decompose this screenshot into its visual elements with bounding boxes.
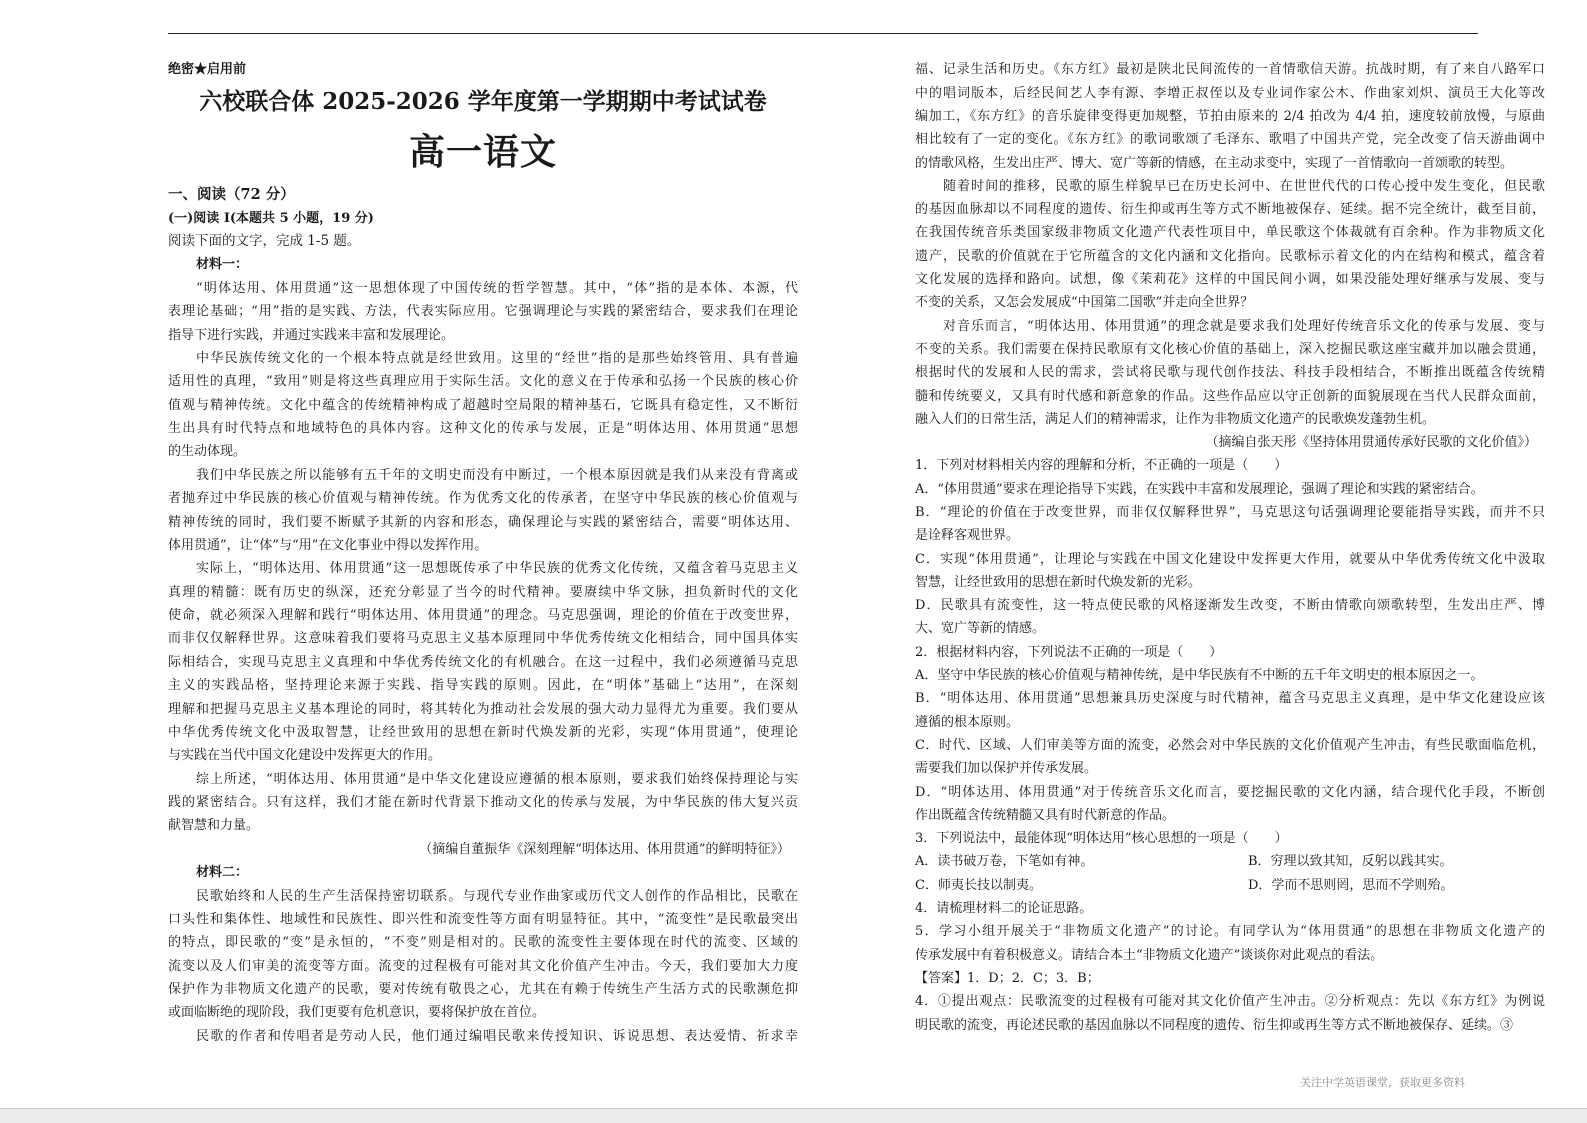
question-2-option-d xyxy=(915,781,1545,828)
material-2-paragraph-1 xyxy=(168,885,798,1025)
paragraph-line: 指导下进行实践，并通过实践来丰富和发展理论。 xyxy=(168,327,455,343)
paragraph-line: 理解和把握马克思主义基本理论的同时，将其转化为推动社会发展的强大动力显得尤为重要。我们要从 xyxy=(168,701,798,717)
subject-title: 高一语文 xyxy=(408,131,557,173)
question-2-option-a xyxy=(915,664,1545,687)
material-1-paragraph-5 xyxy=(168,768,798,838)
paragraph-line: 精神传统的同时，我们要不断赋予其新的内容和形态，确保理论与实践的紧密结合，需要“明体达用、 xyxy=(168,514,798,530)
paragraph-line: 不变的关系，又怎会发展成“中国第二国歌”并走向全世界？ xyxy=(915,295,1254,311)
paragraph-line: 者抛弃过中华民族的核心价值观与精神传统。作为优秀文化的传承者，在坚守中华民族的核心价值观与 xyxy=(168,491,798,507)
question-2-option-b xyxy=(915,687,1545,734)
question-line: 传承发展中有着积极意义。请结合本土“非物质文化遗产”谈谈你对此观点的看法。 xyxy=(915,947,1384,963)
paragraph-line: 口头性和集体性、地域性和民族性、即兴性和流变性等方面有明显特征。其中，“流变性”是民歌最突出 xyxy=(168,911,798,927)
paragraph-line: 真理的精髓：既有历史的纵深，还充分彰显了当今的时代精神。要赓续中华文脉，担负新时代的文化 xyxy=(168,584,798,600)
material-2-source: （摘编自张天彤《坚持体用贯通传承好民歌的文化价值》） xyxy=(1205,435,1537,451)
answer-question-4 xyxy=(915,990,1545,1037)
question-4-stem: 4．请梳理材料二的论证思路。 xyxy=(915,901,1093,917)
option-line: 作出既蕴含传统精髓又具有时代新意的作品。 xyxy=(915,807,1176,823)
paragraph-line: 而非仅仅解释世界。这意味着我们要将马克思主义基本原理同中华优秀传统文化相结合，同中国具体实 xyxy=(168,631,798,647)
option-line: C．实现“体用贯通”，让理论与实践在中国文化建设中发挥更大作用，就要从中华优秀传统文化中汲取 xyxy=(915,551,1545,567)
subsection-heading: (一)阅读 I(本题共 5 小题，19 分) xyxy=(168,210,374,226)
question-3-option-a: A．读书破万卷，下笔如有神。 xyxy=(915,854,1094,870)
right-column xyxy=(915,58,1545,1036)
confidentiality-label: 绝密★启用前 xyxy=(168,62,247,77)
answer-line: 明民歌的流变，再论述民歌的基因血脉以不同程度的遗传、衍生抑或再生等方式不断地被保存、延续。③ xyxy=(915,1017,1514,1033)
paragraph-line: 主义的实践品格，坚持理论来源于实践、指导实践的原则。因此，在“明体”基础上“达用”，在深刻 xyxy=(168,678,798,694)
question-3-options-row-2 xyxy=(915,874,1545,897)
left-text-flow xyxy=(168,183,798,1048)
paragraph-line: 中华优秀传统文化中汲取智慧，让经世致用的思想在新时代焕发新的光彩，实现“体用贯通”，使理论 xyxy=(168,724,798,740)
footer-note: 关注中学英语课堂，获取更多资料 xyxy=(1300,1076,1465,1089)
paragraph-line: 生出具有时代特点和地域特色的具体内容。这种文化的传承与发展，正是“明体达用、体用贯通”思想 xyxy=(168,421,798,437)
question-3-options-row-1 xyxy=(915,850,1545,873)
option-line: 大、宽广等新的情感。 xyxy=(915,621,1046,637)
paragraph-line: 髓和传统要义，又具有时代感和新意象的作品。这些作品应以守正创新的面貌展现在当代人民群众面前， xyxy=(915,388,1545,404)
option-line: B．“明体达用、体用贯通”思想兼具历史深度与时代精神，蕴含马克思主义真理，是中华文化建设应该 xyxy=(915,691,1545,707)
paragraph-line: 与实践在当代中国文化建设中发挥更大的作用。 xyxy=(168,748,442,764)
material-2-paragraph-2-continued xyxy=(915,58,1545,174)
question-1-option-b xyxy=(915,501,1545,548)
question-1 xyxy=(915,454,1545,640)
answer-line: 4．①提出观点：民歌流变的过程极有可能对其文化价值产生冲击。②分析观点：先以《东方红》为例说 xyxy=(915,994,1545,1010)
question-1-stem: 1．下列对材料相关内容的理解和分析，不正确的一项是（ ） xyxy=(915,458,1288,474)
paragraph-line: 相比较有了一定的变化。《东方红》的歌词歌颂了毛泽东、歌唱了中国共产党，完全改变了信天游曲调中 xyxy=(915,132,1545,148)
paragraph-line: 根据时代的发展和人民的需求，尝试将民歌与现代创作技法、科技手段相结合，不断推出既蕴含传统精 xyxy=(915,365,1545,381)
question-3-option-b: B．穷理以致其知，反躬以践其实。 xyxy=(1248,854,1453,870)
paragraph-line: 保护作为非物质文化遗产的民歌，要对传统有敬畏之心，尤其在有赖于传统生产生活方式的民歌濒危抑 xyxy=(168,982,798,998)
paragraph-line: 的特点，即民歌的“变”是永恒的，“不变”则是相对的。民歌的流变性主要体现在时代的流变、区域的 xyxy=(168,935,798,951)
paragraph-line: 我们中华民族之所以能够有五千年的文明史而没有中断过，一个根本原因就是我们从来没有背离或 xyxy=(196,467,798,483)
material-1-paragraph-2 xyxy=(168,347,798,464)
question-line: 5．学习小组开展关于“非物质文化遗产”的讨论。有同学认为“体用贯通”的思想在非物质文化遗产的 xyxy=(915,924,1545,940)
material-2-paragraph-4 xyxy=(915,315,1545,431)
option-line: C．时代、区域、人们审美等方面的流变，必然会对中华民族的文化价值观产生冲击，有些民歌面临危机， xyxy=(915,737,1545,753)
paragraph-line: 的生动体现。 xyxy=(168,444,247,460)
section-heading: 一、阅读（72 分） xyxy=(168,186,295,204)
paragraph-line: 践的紧密结合。只有这样，我们才能在新时代背景下推动文化的传承与发展，为中华民族的伟大复兴贡 xyxy=(168,795,798,811)
exam-title: 六校联合体 2025-2026 学年度第一学期期中考试试卷 xyxy=(199,88,767,115)
material-2-label: 材料二： xyxy=(196,865,249,881)
paragraph-line: 的基因血脉却以不同程度的遗传、衍生抑或再生等方式不断地被保存、延续。据不完全统计，截至目前， xyxy=(915,202,1545,218)
option-line: A．坚守中华民族的核心价值观与精神传统，是中华民族有不中断的五千年文明史的根本原因之一。 xyxy=(915,668,1484,684)
paragraph-line: 编加工，《东方红》的音乐旋律变得更加规整，节拍由原来的 2/4 拍改为 4/4 拍，速度较前放慢，与原曲 xyxy=(915,108,1545,124)
question-2 xyxy=(915,641,1545,827)
question-3-option-c: C．师夷长技以制夷。 xyxy=(915,877,1042,893)
question-3-option-d: D．学而不思则罔，思而不学则殆。 xyxy=(1248,877,1454,893)
material-2-paragraph-2-start xyxy=(168,1025,798,1048)
page-bottom-edge xyxy=(0,1108,1587,1123)
paragraph-line: 的情歌风格，生发出庄严、博大、宽广等新的情感，在主动求变中，实现了一首情歌向一首颂歌的转型。 xyxy=(915,155,1514,171)
answer-summary: 【答案】1．D；2．C；3．B； xyxy=(915,970,1100,986)
paragraph-line: “明体达用、体用贯通”这一思想体现了中国传统的哲学智慧。其中，“体”指的是本体、本源，代 xyxy=(196,280,798,296)
paragraph-line: 遗产，民歌的价值就在于它所蕴含的文化内涵和文化指向。民歌标示着文化的内在结构和模式，蕴含着 xyxy=(915,248,1545,264)
question-1-option-c xyxy=(915,548,1545,595)
paragraph-line: 值观与精神传统。文化中蕴含的传统精神构成了超越时空局限的精神基石，它既具有稳定性，又不断衍 xyxy=(168,397,798,413)
question-2-option-c xyxy=(915,734,1545,781)
paragraph-line: 表理论基础；“用”指的是实践、方法，代表实际应用。它强调理论与实践的紧密结合，要求我们在理论 xyxy=(168,304,798,320)
paragraph-line: 流变以及人们审美的流变等方面。流变的过程极有可能对其文化价值产生冲击。今天，我们要加大力度 xyxy=(168,958,798,974)
question-2-stem: 2．根据材料内容，下列说法不正确的一项是（ ） xyxy=(915,644,1223,660)
question-5-stem xyxy=(915,920,1545,967)
paragraph-line: 献智慧和力量。 xyxy=(168,818,260,834)
question-1-option-d xyxy=(915,594,1545,641)
material-1-source: （摘编自董振华《深刻理解“明体达用、体用贯通”的鲜明特征》） xyxy=(419,841,790,857)
paragraph-line: 福、记录生活和历史。《东方红》最初是陕北民间流传的一首情歌信天游。抗战时期，有了来自八路军口 xyxy=(915,62,1545,78)
paragraph-line: 际相结合，实现马克思主义真理和中华优秀传统文化的有机融合。在这一过程中，我们必须遵循马克思 xyxy=(168,654,798,670)
option-line: A．“体用贯通”要求在理论指导下实践，在实践中丰富和发展理论，强调了理论和实践的紧密结合。 xyxy=(915,481,1484,497)
paragraph-line: 使命，就必须深入理解和践行“明体达用、体用贯通”的理念。马克思强调，理论的价值在于改变世界， xyxy=(168,608,798,624)
paragraph-line: 不变的关系。我们需要在保持民歌原有文化核心价值的基础上，深入挖掘民歌这座宝藏并加以融会贯通， xyxy=(915,341,1545,357)
question-1-option-a xyxy=(915,478,1545,501)
paragraph-line: 中的唱词版本，后经民间艺人李有源、李增正叔侄以及专业词作家公木、作曲家刘炽、演员王大化等改 xyxy=(915,85,1545,101)
paragraph-line: 综上所述，“明体达用、体用贯通”是中华文化建设应遵循的根本原则，要求我们始终保持理论与实 xyxy=(196,771,798,787)
paragraph-line: 融入人们的日常生活，满足人们的精神需求，让作为非物质文化遗产的民歌焕发蓬勃生机。 xyxy=(915,411,1436,427)
material-1-label: 材料一： xyxy=(196,257,249,273)
material-2-paragraph-3 xyxy=(915,175,1545,315)
reading-instruction: 阅读下面的文字，完成 1-5 题。 xyxy=(168,233,361,250)
paragraph-line: 对音乐而言，“明体达用、体用贯通”的理念就是要求我们处理好传统音乐文化的传承与发展、变与 xyxy=(943,318,1545,334)
material-1-paragraph-4 xyxy=(168,557,798,767)
paragraph-line: 民歌的作者和传唱者是劳动人民，他们通过编唱民歌来传授知识、诉说思想、表达爱情、祈求幸 xyxy=(196,1028,798,1044)
option-line: 需要我们加以保护并传承发展。 xyxy=(915,761,1098,777)
option-line: 遵循的根本原则。 xyxy=(915,714,1020,730)
question-3-stem: 3．下列说法中，最能体现“明体达用”核心思想的一项是（ ） xyxy=(915,831,1288,847)
option-line: B．“理论的价值在于改变世界，而非仅仅解释世界”，马克思这句话强调理论要能指导实践，而并不只 xyxy=(915,504,1545,520)
paragraph-line: 在我国传统音乐类国家级非物质文化遗产代表性项目中，单民歌这个体裁就有百余种。作为非物质文化 xyxy=(915,225,1545,241)
paragraph-line: 文化发展的选择和路向。试想，像《茉莉花》这样的中国民间小调，如果没能处理好继承与发展、变与 xyxy=(915,272,1545,288)
paragraph-line: 随着时间的推移，民歌的原生样貌早已在历史长河中、在世世代代的口传心授中发生变化，但民歌 xyxy=(943,178,1545,194)
paragraph-line: 或面临断绝的现阶段，我们更要有危机意识，要将保护放在首位。 xyxy=(168,1005,546,1021)
option-line: 智慧，让经世致用的思想在新时代焕发新的光彩。 xyxy=(915,574,1202,590)
option-line: D．民歌具有流变性，这一特点使民歌的风格逐渐发生改变，不断由情歌向颂歌转型，生发出庄严、博 xyxy=(915,598,1545,614)
material-1-paragraph-1 xyxy=(168,277,798,347)
paragraph-line: 实际上，“明体达用、体用贯通”这一思想既传承了中华民族的优秀文化传统，又蕴含着马克思主义 xyxy=(196,561,798,577)
question-3 xyxy=(915,827,1545,897)
material-1-paragraph-3 xyxy=(168,464,798,558)
option-line: D．“明体达用、体用贯通”对于传统音乐文化而言，要挖掘民歌的文化内涵，结合现代化手段，不断创 xyxy=(915,784,1545,800)
paragraph-line: 体用贯通”，让“体”与“用”在文化事业中得以发挥作用。 xyxy=(168,537,488,553)
paragraph-line: 中华民族传统文化的一个根本特点就是经世致用。这里的“经世”指的是那些始终管用、具有普遍 xyxy=(196,350,798,366)
option-line: 是诠释客观世界。 xyxy=(915,528,1020,544)
paragraph-line: 适用性的真理，“致用”则是将这些真理应用于实际生活。文化的意义在于传承和弘扬一个民族的核心价 xyxy=(168,374,798,390)
paragraph-line: 民歌始终和人民的生产生活保持密切联系。与现代专业作曲家或历代文人创作的作品相比，民歌在 xyxy=(196,888,798,904)
left-column xyxy=(168,0,798,1060)
